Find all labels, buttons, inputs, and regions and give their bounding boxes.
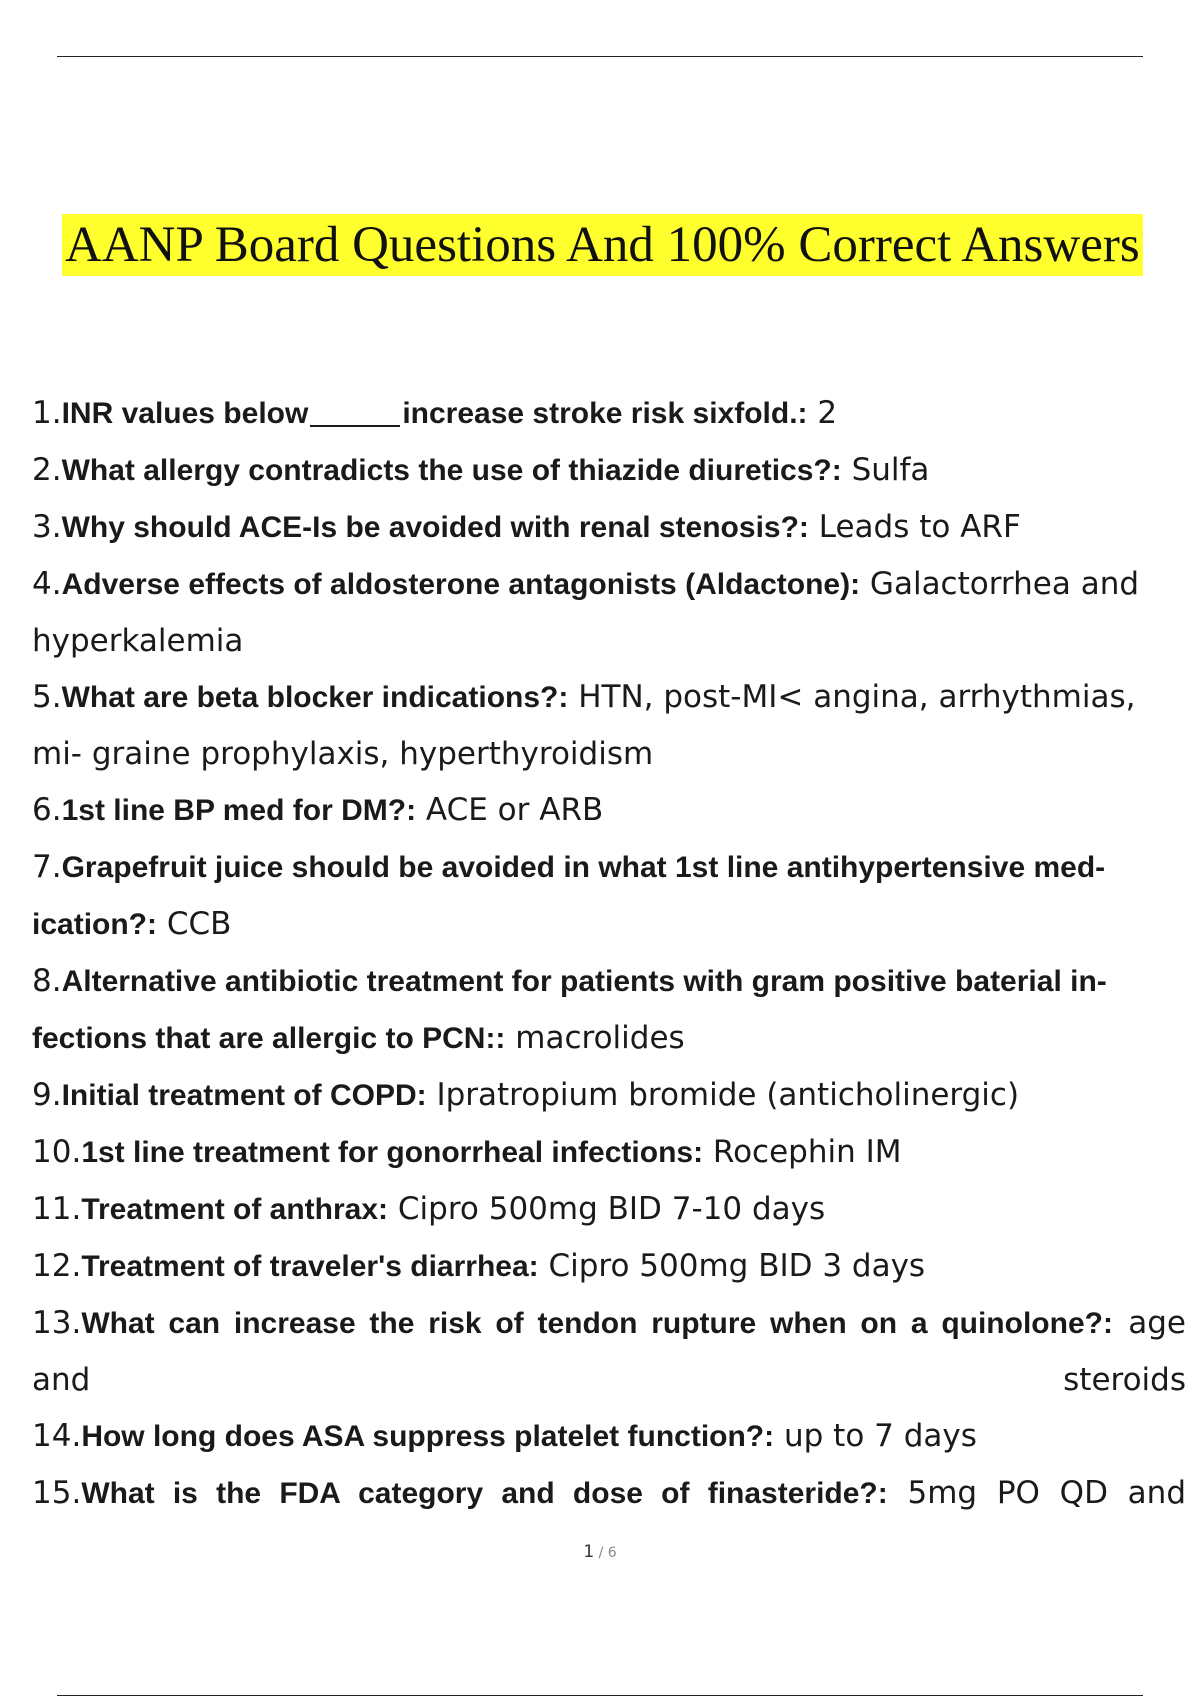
question-text: Grapefruit juice should be avoided in what 1st line antihypertensive med- ication?: bbox=[32, 851, 1106, 941]
list-item bbox=[32, 499, 1186, 556]
title-block bbox=[62, 214, 1143, 276]
question-text: Adverse effects of aldosterone antagonists (Aldactone): bbox=[61, 568, 861, 601]
answer-text: Rocephin IM bbox=[703, 1134, 902, 1170]
question-text: Treatment of traveler's diarrhea: bbox=[81, 1250, 539, 1283]
list-item bbox=[32, 1124, 1186, 1181]
page-indicator bbox=[0, 1542, 1200, 1562]
list-item bbox=[32, 556, 1186, 669]
list-item bbox=[32, 1067, 1186, 1124]
answer-text: age and steroids bbox=[32, 1305, 1186, 1398]
current-page: 1 bbox=[583, 1542, 595, 1562]
answer-text: Leads to ARF bbox=[808, 509, 1021, 545]
answer-text: Galactorrhea and hyperkalemia bbox=[32, 566, 1140, 659]
item-number: 12. bbox=[32, 1248, 82, 1284]
question-text bbox=[62, 397, 808, 430]
item-number: 13. bbox=[32, 1305, 82, 1341]
question-text: 1st line BP med for DM?: bbox=[61, 794, 417, 827]
item-number: 2. bbox=[32, 452, 62, 488]
item-number: 1. bbox=[32, 395, 62, 431]
item-number: 3. bbox=[32, 509, 62, 545]
list-item bbox=[32, 669, 1186, 782]
question-text: Alternative antibiotic treatment for patients with gram positive baterial in- fections that are allergic to PCN:: bbox=[32, 965, 1107, 1055]
question-text: What are beta blocker indications?: bbox=[61, 681, 569, 714]
list-item bbox=[32, 385, 1186, 442]
item-number: 10. bbox=[32, 1134, 82, 1170]
list-item bbox=[32, 1238, 1186, 1295]
answer-text: HTN, post-MI< angina, arrhythmias, mi- graine prophylaxis, hyperthyroidism bbox=[32, 679, 1136, 772]
answer-text: Sulfa bbox=[841, 452, 930, 488]
item-number: 11. bbox=[32, 1191, 82, 1227]
question-text: What is the FDA category and dose of finasteride?: bbox=[81, 1477, 888, 1510]
list-item bbox=[32, 1181, 1186, 1238]
question-text: 1st line treatment for gonorrheal infections: bbox=[81, 1136, 704, 1169]
item-number: 6. bbox=[32, 792, 62, 828]
question-text: What can increase the risk of tendon rupture when on a quinolone?: bbox=[81, 1307, 1113, 1340]
question-text: Why should ACE-Is be avoided with renal stenosis?: bbox=[61, 511, 809, 544]
question-text-end: increase stroke risk sixfold.: bbox=[402, 397, 808, 430]
list-item bbox=[32, 1295, 1186, 1408]
answer-text: CCB bbox=[157, 906, 232, 942]
list-item bbox=[32, 1465, 1186, 1522]
answer-text: Cipro 500mg BID 3 days bbox=[538, 1248, 926, 1284]
list-item bbox=[32, 839, 1186, 953]
answer-text: 2 bbox=[807, 395, 838, 431]
answer-text: 5mg PO QD and bbox=[887, 1475, 1187, 1511]
item-number: 14. bbox=[32, 1418, 82, 1454]
document-title: AANP Board Questions And 100% Correct Answers bbox=[62, 214, 1143, 276]
answer-text: up to 7 days bbox=[774, 1418, 977, 1454]
question-text: How long does ASA suppress platelet function?: bbox=[81, 1420, 775, 1453]
total-pages: 6 bbox=[607, 1545, 617, 1561]
fill-in-blank bbox=[310, 425, 400, 427]
answer-text: ACE or ARB bbox=[416, 792, 604, 828]
page-separator: / bbox=[594, 1545, 608, 1561]
item-number: 15. bbox=[32, 1475, 82, 1511]
list-item bbox=[32, 953, 1186, 1067]
header-rule bbox=[57, 56, 1143, 57]
qa-list bbox=[32, 385, 1186, 1522]
question-text-start: INR values below bbox=[61, 397, 309, 430]
question-text: Treatment of anthrax: bbox=[81, 1193, 389, 1226]
item-number: 8. bbox=[32, 963, 62, 999]
item-number: 9. bbox=[32, 1077, 62, 1113]
list-item bbox=[32, 1408, 1186, 1465]
footer-rule bbox=[57, 1695, 1143, 1696]
list-item bbox=[32, 442, 1186, 499]
item-number: 4. bbox=[32, 566, 62, 602]
question-text: What allergy contradicts the use of thiazide diuretics?: bbox=[61, 454, 842, 487]
question-text: Initial treatment of COPD: bbox=[61, 1079, 427, 1112]
item-number: 7. bbox=[32, 849, 62, 885]
list-item bbox=[32, 782, 1186, 839]
answer-text: macrolides bbox=[505, 1020, 685, 1056]
item-number: 5. bbox=[32, 679, 62, 715]
answer-text: Ipratropium bromide (anticholinergic) bbox=[426, 1077, 1020, 1113]
answer-text: Cipro 500mg BID 7-10 days bbox=[388, 1191, 826, 1227]
